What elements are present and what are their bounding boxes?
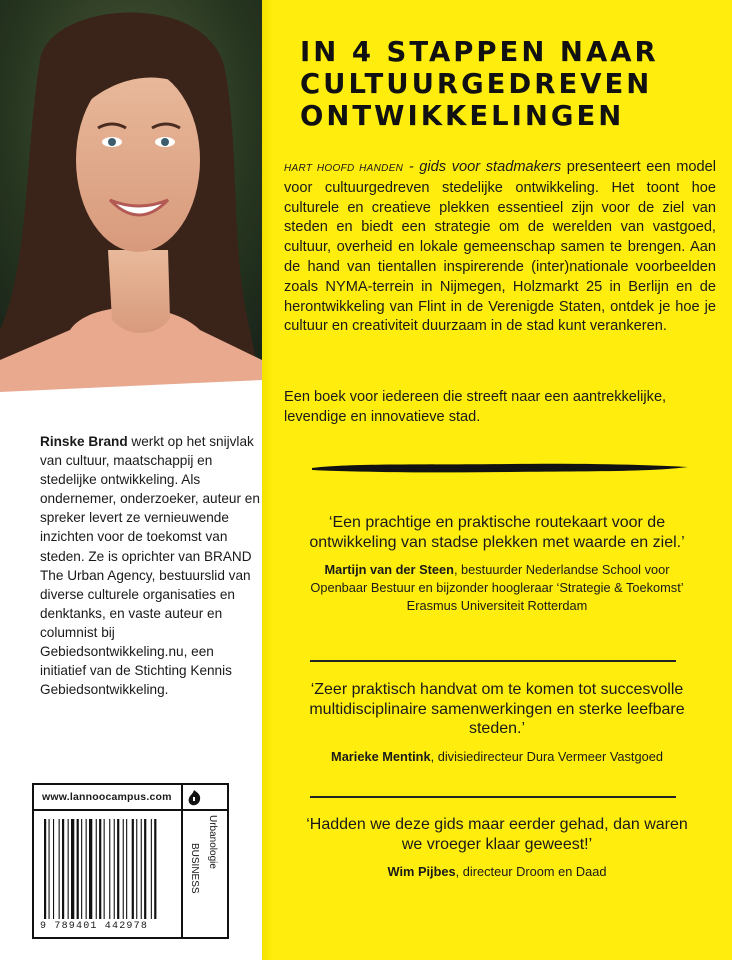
imprint-box	[32, 783, 229, 939]
barcode-bar	[44, 819, 46, 919]
barcode-bar	[86, 819, 87, 919]
barcode-bar	[136, 819, 137, 919]
quote-author-role: , directeur Droom en Daad	[455, 864, 607, 879]
quote-block	[304, 815, 690, 881]
quote-author: Marieke Mentink	[331, 748, 431, 764]
author-name: Rinske Brand	[40, 434, 128, 449]
quote-text: ‘Een prachtige en praktische routekaart voor de ontwikkeling van stadse plekken met waarde en ziel.’	[309, 514, 685, 551]
barcode-bar	[117, 819, 119, 919]
quote-separator	[310, 796, 676, 798]
barcode-bar	[49, 819, 50, 919]
publisher-logo-icon	[186, 789, 202, 807]
quote-block	[304, 680, 690, 766]
quote-separator	[310, 660, 676, 662]
barcode	[42, 819, 178, 919]
closing-paragraph: Een boek voor iedereen die streeft naar een aantrekkelijke, levendige en innovatieve stad.	[284, 389, 667, 425]
book-title-caps: HART HOOFD HANDEN	[284, 163, 404, 174]
quote-author: Wim Pijbes	[387, 864, 456, 879]
quote-author: Martijn van der Steen	[324, 562, 454, 577]
book-subtitle: - gids voor stadmakers	[403, 159, 562, 175]
isbn-number: 9 789401 442978	[40, 921, 149, 932]
author-bio	[40, 432, 260, 699]
barcode-bar	[68, 819, 69, 919]
left-column	[0, 0, 262, 960]
author-photo	[0, 0, 262, 392]
headline-line: CULTUURGEDREVEN	[300, 68, 653, 100]
quote-attribution	[304, 863, 690, 881]
barcode-bar	[126, 819, 127, 919]
category-label-business: BUSINESS	[189, 843, 200, 894]
barcode-bar	[89, 819, 92, 919]
barcode-bar	[151, 819, 152, 919]
barcode-bar	[59, 819, 60, 919]
quote-author-role: , bestuurder Nederlandse School voor Openbaar Bestuur en bijzonder hoogleraar ‘Strategie & Toekomst’ Erasmus Universiteit Rotterdam	[310, 562, 684, 613]
brush-stroke-divider	[310, 460, 690, 476]
barcode-bar	[81, 819, 82, 919]
barcode-bar	[99, 819, 101, 919]
intro-paragraph	[284, 158, 716, 337]
headline-line: ONTWIKKELINGEN	[300, 100, 625, 132]
author-portrait-illustration	[0, 0, 262, 392]
divider	[34, 809, 227, 811]
barcode-bar	[77, 819, 79, 919]
barcode-bar	[144, 819, 146, 919]
barcode-bar	[132, 819, 134, 919]
headline-line: IN 4 STAPPEN NAAR	[300, 36, 659, 68]
barcode-bar	[154, 819, 156, 919]
headline	[300, 36, 720, 132]
barcode-bar	[62, 819, 64, 919]
barcode-bar	[104, 819, 105, 919]
intro-body: presenteert een model voor cultuurgedreven stedelijke ontwikkeling. Het toont hoe culturele en creatieve plekken essentieel zijn voor de ziel van steden en biedt een strategie om de werelden van vastgoed, cultuur, overheid en lokale gemeenschap samen te brengen. Aan de hand van tientallen inspirerende (inter)nationale voorbeelden zoals NYMA-terrein in Nijmegen, Holzmarkt 25 in Berlijn en de herontwikkeling van Flint in de Verenigde Staten, ontdek je hoe je cultuur en creativiteit duurzaam in de stad kunt verankeren.	[284, 159, 716, 335]
quote-attribution	[304, 748, 690, 766]
quote-text: ‘Zeer praktisch handvat om te komen tot succesvolle multidisciplinaire samenwerkingen en sterke leefbare steden.’	[309, 681, 685, 737]
right-column	[262, 0, 732, 960]
quote-author-role: , divisiedirecteur Dura Vermeer Vastgoed	[430, 748, 663, 764]
barcode-bar	[114, 819, 115, 919]
barcode-bar	[53, 819, 54, 919]
barcode-bar	[109, 819, 110, 919]
quote-block	[304, 513, 690, 615]
barcode-bar	[96, 819, 97, 919]
author-bio-text: werkt op het snijvlak van cultuur, maatschappij en stedelijke ontwikkeling. Als ondernemer, onderzoeker, auteur en spreker levert ze vernieuwende inzichten voor de toekomst van steden. Ze is oprichter van BRAND The Urban Agency, bestuurslid van diverse culturele organisaties en denktanks, en vaste auteur en columnist bij Gebiedsontwikkeling.nu, een initiatief van de Stichting Kennis Gebiedsontwikkeling.	[40, 434, 260, 698]
category-label-urbanologie: Urbanologie	[207, 815, 218, 869]
barcode-bar	[141, 819, 142, 919]
divider	[181, 785, 183, 937]
quote-attribution	[304, 561, 690, 615]
quote-text: ‘Hadden we deze gids maar eerder gehad, dan waren we vroeger klaar geweest!’	[306, 816, 688, 853]
barcode-bar	[123, 819, 124, 919]
publisher-url[interactable]: www.lannoocampus.com	[42, 791, 172, 803]
barcode-bar	[71, 819, 74, 919]
